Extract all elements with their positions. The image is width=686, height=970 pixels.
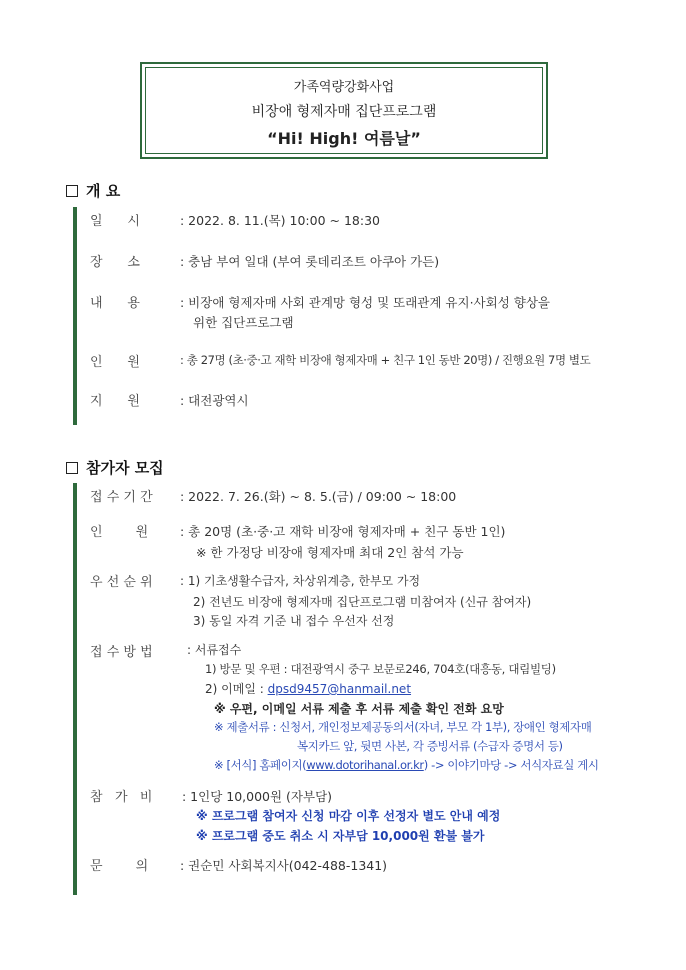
email-link[interactable]: dpsd9457@hanmail.net (267, 682, 412, 696)
value-method-email-row: 2) 이메일 : dpsd9457@hanmail.net (205, 682, 412, 696)
value-period: : 2022. 7. 26.(화) ~ 8. 5.(금) / 09:00 ~ 18:00 (180, 489, 457, 504)
label-contact: 문 의 (90, 859, 149, 874)
value-content-line2: 위한 집단프로그램 (193, 315, 294, 330)
note-method-form: ※ [서식] 홈페이지(www.dotorihanal.or.kr) -> 이야기마당 -> 서식자료실 게시 (214, 758, 599, 772)
note-fee-refund: ※ 프로그램 중도 취소 시 자부담 10,000원 환불 불가 (196, 829, 485, 843)
label-fee: 참 가 비 (90, 790, 153, 805)
value-method-visit: 1) 방문 및 우편 : 대전광역시 중구 보문로246, 704호(대흥동, 대림빌딩) (205, 662, 556, 676)
value-method-intro: : 서류접수 (187, 643, 242, 657)
value-people: : 총 27명 (초·중·고 재학 비장애 형제자매 + 친구 1인 동반 20명) / 진행요원 7명 별도 (180, 353, 591, 367)
section1-heading: 개 요 (66, 180, 120, 201)
label-recruit-people: 인 원 (90, 525, 149, 540)
value-place: : 충남 부여 일대 (부여 롯데리조트 아쿠아 가든) (180, 254, 440, 269)
label-priority: 우 선 순 위 (90, 575, 153, 590)
label-support: 지 원 (90, 394, 140, 409)
note-method-phone: ※ 우편, 이메일 서류 제출 후 서류 제출 확인 전화 요망 (214, 702, 504, 716)
title-inner-border (145, 67, 543, 154)
note-method-docs: ※ 제출서류 : 신청서, 개인정보제공동의서(자녀, 부모 각 1부), 장애인 형제자매 (214, 720, 592, 734)
homepage-link[interactable]: www.dotorihanal.or.kr (306, 758, 424, 772)
section2-heading: 참가자 모집 (66, 457, 164, 478)
label-date: 일 시 (90, 214, 140, 229)
value-content: : 비장애 형제자매 사회 관계망 형성 및 또래관계 유지·사회성 향상을 (180, 295, 550, 310)
label-period: 접 수 기 간 (90, 490, 153, 505)
value-support: : 대전광역시 (180, 393, 249, 408)
value-date: : 2022. 8. 11.(목) 10:00 ~ 18:30 (180, 213, 380, 228)
title-line3: “Hi! High! 여름날” (267, 129, 421, 148)
title-line1: 가족역량강화사업 (293, 80, 395, 95)
title-line2: 비장애 형제자매 집단프로그램 (251, 104, 437, 120)
label-content: 내 용 (90, 296, 140, 311)
section2-bar (73, 483, 77, 895)
label-method: 접 수 방 법 (90, 645, 153, 660)
note-fee-selection: ※ 프로그램 참여자 신청 마감 이후 선정자 별도 안내 예정 (196, 809, 501, 823)
priority-item-1: : 1) 기초생활수급자, 차상위계층, 한부모 가정 (180, 574, 421, 588)
title-box (140, 62, 548, 159)
checkbox-square-icon (66, 462, 78, 474)
value-recruit-people: : 총 20명 (초·중·고 재학 비장애 형제자매 + 친구 동반 1인) (180, 524, 506, 539)
priority-item-3: 3) 동일 자격 기준 내 접수 우선자 선정 (193, 614, 395, 628)
value-fee: : 1인당 10,000원 (자부담) (182, 789, 333, 804)
value-contact: : 권순민 사회복지사(042-488-1341) (180, 858, 388, 873)
checkbox-square-icon (66, 185, 78, 197)
label-people: 인 원 (90, 355, 140, 370)
section1-bar (73, 207, 77, 425)
note-recruit-people: ※ 한 가정당 비장애 형제자매 최대 2인 참석 가능 (196, 545, 464, 560)
note-method-docs-line2: 복지카드 앞, 뒷면 사본, 각 증빙서류 (수급자 증명서 등) (297, 739, 563, 753)
priority-item-2: 2) 전년도 비장애 형제자매 집단프로그램 미참여자 (신규 참여자) (193, 595, 532, 609)
label-place: 장 소 (90, 255, 140, 270)
